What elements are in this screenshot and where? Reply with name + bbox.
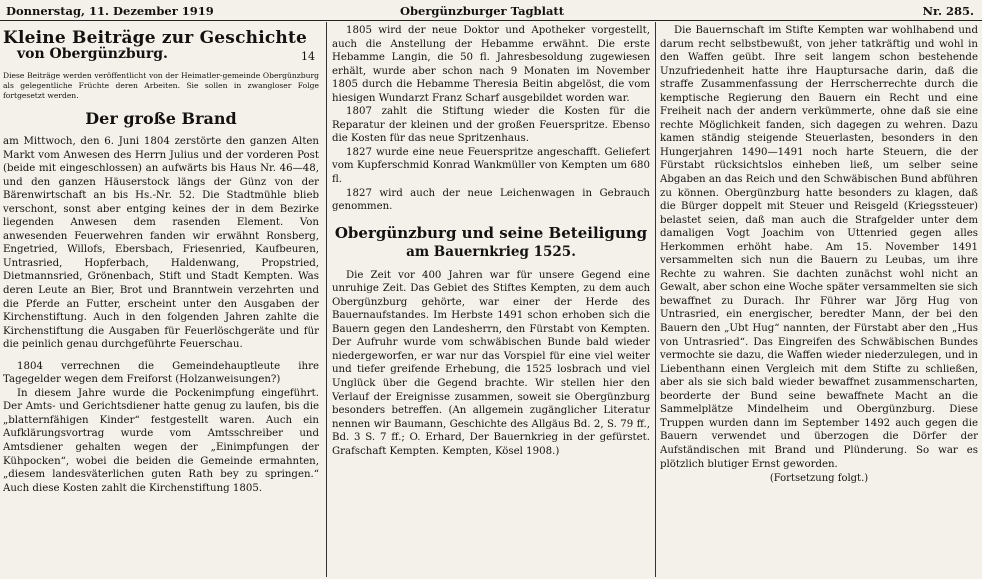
article-title-bauernkrieg: Obergünzburg und seine Beteiligung <box>334 223 648 242</box>
article-title-brand: Der große Brand <box>85 109 237 128</box>
brand-paragraph-1: am Mittwoch, den 6. Juni 1804 zerstörte den ganzen Alten Markt vom Anwesen des Herrn Julius und der vorderen Post (beide mit eingeschlossen) an aufwärts bis Haus Nr. 46—48, und den ganzen Häuserstock längs der Günz von der Bärenwirtschaft an bis Hs.-Nr. 52. Die Stadtmühle blieb verschont, sonst aber entging keines der in dem Bezirke liegenden Anwesen dem rasenden Element. Von anwesenden Feuerwehren fanden wir erwähnt Ronsberg, Engetried, Willofs, Ebersbach, Friesenried, Kaufbeuren, Untrasried, Hopferbach, Haldenwang, Propstried, Dietmannsried, Grönenbach, Stift und Stadt Kempten. Was deren Leute an Bier, Brot und Branntwein verzehrten und die Pferde an Futter, erscheint unter den Ausgaben der Kirchenstiftung. Auch in den folgenden Jahren zahlte die Kirchenstiftung die Ausgaben für Feuerlöschgeräte und für die peinlich genau durchgeführte Feuerschau. <box>3 136 319 351</box>
column-3 <box>660 24 978 576</box>
series-title: Kleine Beiträge zur Geschichte <box>3 28 308 48</box>
continued-note: (Fortsetzung folgt.) <box>769 473 869 485</box>
bauernkrieg-paragraph-1: Die Zeit vor 400 Jahren war für unsere Gegend eine unruhige Zeit. Das Gebiet des Stiftes Kempten, zu dem auch Obergünzburg gehörte, war einer der Herde des Bauernaufstandes. Im Herbste 1491 schon erhoben sich die Bauern gegen den Landesherrn, den Fürstabt von Kempten. Der Aufruhr wurde vom schwäbischen Bunde bald wieder niedergeworfen, er war nur das Vorspiel für eine viel weiter und tiefer greifende Erhebung, die 1525 losbrach und viel Unglück über die Gegend brachte. Wir stellen hier den Verlauf der Ereignisse zusammen, soweit sie Obergünzburg besonders betreffen. (An allgemein zugänglicher Literatur nennen wir Baumann, Geschichte des Allgäus Bd. 2, S. 79 ff., Bd. 3 S. 7 ff.; O. Erhard, Der Bauernkrieg in der gefürstet. Grafschaft Kempten. Kempten, Kösel 1908.) <box>332 269 650 457</box>
issue-date: Donnerstag, 11. Dezember 1919 <box>6 4 214 18</box>
brand-paragraph-4: 1805 wird der neue Doktor und Apotheker vorgestellt, auch die Anstellung der Hebamme erwähnt. Die erste Hebamme Langin, die 50 fl. Jahresbesoldung zugewiesen erhält, wurde aber schon nach 9 Monaten im November 1805 durch die Hebamme Theresia Beitin abgelöst, die vom hiesigen Wundarzt Franz Scharf ausgebildet worden war. <box>332 25 650 104</box>
issue-number: Nr. 285. <box>922 4 974 18</box>
bauernkrieg-paragraph-2: Die Bauernschaft im Stifte Kempten war wohlhabend und darum recht selbstbewußt, von jeher tatkräftig und wohl in den Waffen geübt. Ihre seit langem schon bestehende Unzufriedenheit hatte ihre Hauptursache darin, daß die straffe Zusammenfassung der Herrscherrechte durch die kemptische Regierung den Bauern ein Recht und eine Freiheit nach der andern verkümmerte, ohne daß sie eine rechte Möglichkeit fanden, sich dagegen zu wehren. Dazu kamen ständig steigende Steuerlasten, besonders in den Hungerjahren 1490—1491 noch harte Steuern, die der Fürstabt rücksichtslos einheben ließ, um selber seine Abgaben an das Reich und den Schwäbischen Bund abführen zu können. Obergünzburg hatte besonders zu klagen, daß die Bürger doppelt mit Steuer und Reisgeld (Kriegssteuer) belastet seien, daß man auch die Strafgelder unter dem damaligen Vogt Joachim von Uttenried gegen alles Herkommen erhöht habe. Am 15. November 1491 versammelten sich nun die Bauern zu Leubas, um ihre Rechte zu wahren. Sie dachten zunächst wohl nicht an Gewalt, aber schon eine Woche später versammelten sie sich bewaffnet zu Durach. Ihr Führer war Jörg Hug von Untrasried, ein energischer, beredter Mann, der bei den Bauern den „Ubt Hug“ nannten, der Fürstabt aber den „Hus von Untrasried“. Das Eingreifen des Schwäbischen Bundes vermochte sie dazu, die Waffen wieder niederzulegen, und in Liebenthann einen Vergleich mit dem Stifte zu schließen, aber als sie sich bald wieder bewaffnet zusammenscharten, beorderte der Bund seine bewaffnete Macht an die Sammelplätze Mindelheim und Obergünzburg. Diese Truppen wurden dann im September 1492 auch gegen die Bauern verwendet und überzogen die Dörfer der Aufständischen mit Brand und Plünderung. So war es plötzlich blutiger Ernst geworden. <box>660 25 978 470</box>
series-number: 14 <box>301 50 315 63</box>
column-1 <box>3 24 319 576</box>
brand-paragraph-5: 1807 zahlt die Stiftung wieder die Kosten für die Reparatur der kleinen und der großen Feuerspritze. Ebenso die Kosten für das neue Spritzenhaus. <box>332 106 650 145</box>
brand-paragraph-3: In diesem Jahre wurde die Pockenimpfung eingeführt. Der Amts- und Gerichtsdiener hatte genug zu laufen, bis die „blatternfähigen Kinder“ festgestellt waren. Auch ein Aufklärungsvortrag wurde vom Amtsschreiber und Amtsdiener gehalten wegen der „Einimpfungen der Kühpocken“, wobei die beiden die Gemeinde ermahnten, „diesem landesväterlichen guten Rath bey zu springen.“ Auch diese Kosten zahlt die Kirchenstiftung 1805. <box>3 387 319 494</box>
series-subtitle: von Obergünzburg. <box>17 46 168 62</box>
brand-paragraph-6: 1827 wurde eine neue Feuerspritze angeschafft. Geliefert vom Kupferschmid Konrad Wankmüller von Kempten um 680 fl. <box>332 146 650 186</box>
newspaper-name: Obergünzburger Tagblatt <box>400 4 565 18</box>
article-subtitle-bauernkrieg: am Bauernkrieg 1525. <box>406 243 576 260</box>
series-note: Diese Beiträge werden veröffentlicht von der Heimatler-gemeinde Obergünzburg als gelegentliche Früchte deren Arbeiten. Sie sollen in zwangloser Folge fortgesetzt werden. <box>3 71 319 100</box>
column-2 <box>332 24 650 576</box>
masthead <box>0 0 982 21</box>
column-rule-left <box>326 22 327 577</box>
column-rule-right <box>655 22 656 577</box>
brand-paragraph-7: 1827 wird auch der neue Leichenwagen in Gebrauch genommen. <box>332 187 650 213</box>
brand-paragraph-2: 1804 verrechnen die Gemeindehauptleute ihre Tagegelder wegen dem Freiforst (Holzanweisungen?) <box>3 360 319 386</box>
series-subtitle-row <box>3 48 319 67</box>
